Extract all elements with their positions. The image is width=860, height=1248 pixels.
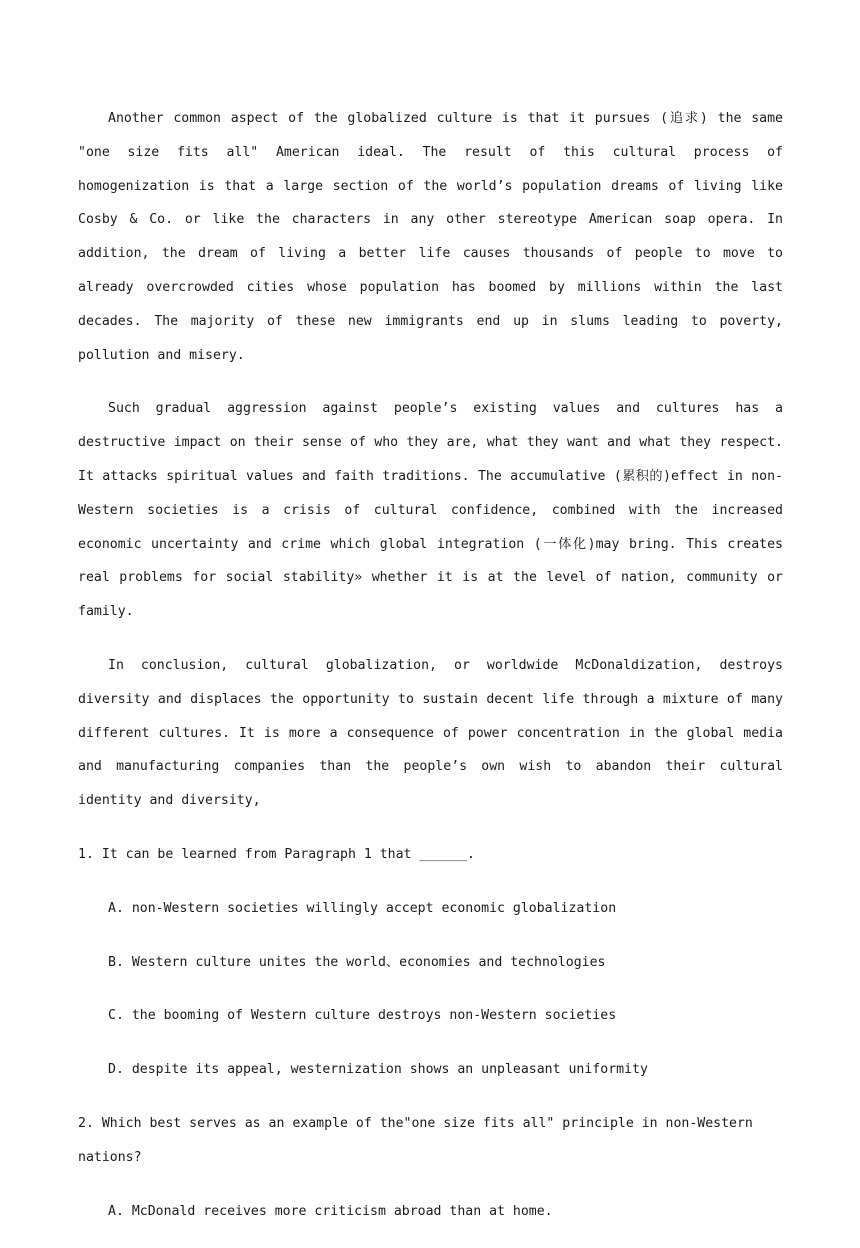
document-page xyxy=(78,102,783,1248)
question-1-option-b: B. Western culture unites the world、economies and technologies xyxy=(108,954,606,970)
question-2-stem: 2. Which best serves as an example of the"one size fits all" principle in non-Western nations? xyxy=(78,1115,753,1165)
passage-paragraph-2: Such gradual aggression against people’s existing values and cultures has a destructive impact on their sense of who they are, what they want and what they respect. It attacks spiritual values and faith traditions. The accumulative (累积的)effect in non-Western societies is a crisis of cultural confidence, combined with the increased economic uncertainty and crime which global integration (一体化)may bring. This creates real problems for social stability» whether it is at the level of nation, community or family. xyxy=(78,401,783,620)
passage-paragraph-1: Another common aspect of the globalized culture is that it pursues (追求) the same "one size fits all" American ideal. The result of this cultural process of homogenization is that a large section of the world’s population dreams of living like Cosby & Co. or like the characters in any other stereotype American soap opera. In addition, the dream of living a better life causes thousands of people to move to already overcrowded cities whose population has boomed by millions within the last decades. The majority of these new immigrants end up in slums leading to poverty, pollution and misery. xyxy=(78,111,783,363)
question-1-stem: 1. It can be learned from Paragraph 1 that ______. xyxy=(78,846,475,862)
question-1-option-c: C. the booming of Western culture destroys non-Western societies xyxy=(108,1008,617,1024)
question-2-option-a: A. McDonald receives more criticism abroad than at home. xyxy=(108,1203,553,1219)
passage-paragraph-3: In conclusion, cultural globalization, or worldwide McDonaldization, destroys diversity and displaces the opportunity to sustain decent life through a mixture of many different cultures. It is more a consequence of power concentration in the global media and manufacturing companies than the people’s own wish to abandon their cultural identity and diversity, xyxy=(78,657,783,809)
question-1-option-d: D. despite its appeal, westernization shows an unpleasant uniformity xyxy=(108,1062,648,1078)
question-1-option-a: A. non-Western societies willingly accept economic globalization xyxy=(108,900,617,916)
